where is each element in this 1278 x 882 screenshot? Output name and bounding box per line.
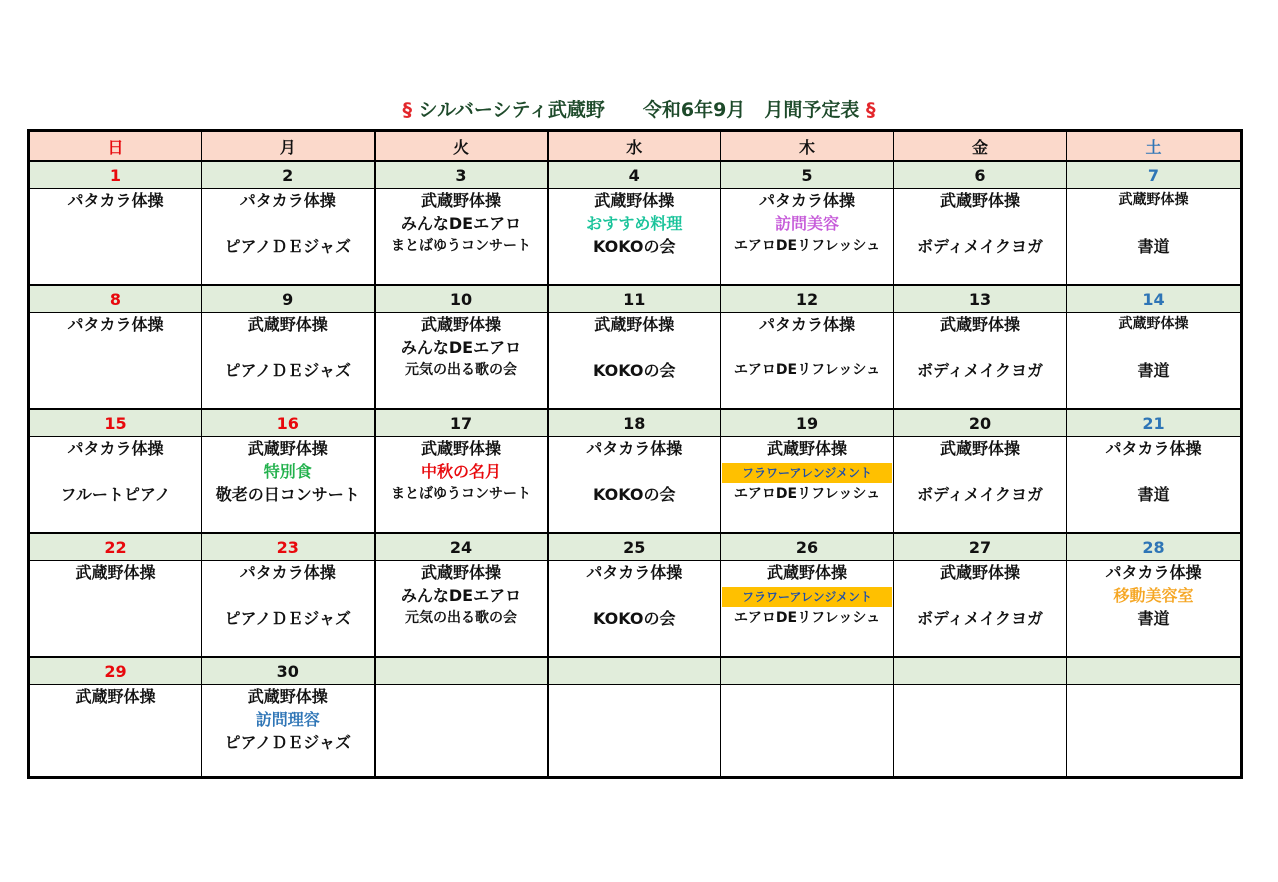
event-line bbox=[376, 189, 547, 212]
date-number: 28 bbox=[1067, 533, 1242, 561]
event-line bbox=[549, 359, 721, 382]
event-line bbox=[1067, 483, 1240, 506]
event-text: 武蔵野体操 bbox=[939, 563, 1020, 582]
event-line bbox=[1067, 607, 1240, 630]
event-text: ピアノＤＥジャズ bbox=[224, 733, 351, 752]
date-number-row bbox=[29, 409, 1242, 437]
date-number: 25 bbox=[548, 533, 721, 561]
event-line bbox=[1067, 561, 1240, 584]
event-text: KOKOの会 bbox=[592, 361, 676, 380]
date-number: 1 bbox=[29, 161, 202, 189]
event-line bbox=[721, 483, 893, 506]
event-line bbox=[1067, 359, 1240, 382]
date-number-row bbox=[29, 657, 1242, 685]
event-text: 書道 bbox=[1137, 361, 1170, 380]
day-cell bbox=[721, 189, 894, 286]
event-line bbox=[30, 731, 201, 754]
event-text: みんなDEエアロ bbox=[400, 214, 522, 233]
day-cell bbox=[202, 561, 375, 658]
event-text: 武蔵野体操 bbox=[766, 439, 847, 458]
event-line bbox=[894, 561, 1066, 584]
day-cell bbox=[1067, 313, 1242, 410]
day-cell bbox=[202, 313, 375, 410]
page-title bbox=[0, 95, 1278, 125]
date-number: 2 bbox=[202, 161, 375, 189]
event-text: パタカラ体操 bbox=[239, 191, 336, 210]
event-text: 武蔵野体操 bbox=[420, 191, 501, 210]
event-text: パタカラ体操 bbox=[586, 563, 683, 582]
event-line bbox=[549, 561, 721, 584]
event-line bbox=[202, 189, 374, 212]
day-cell bbox=[1067, 685, 1242, 778]
event-line bbox=[549, 313, 721, 336]
event-line bbox=[549, 584, 721, 607]
event-text: 元気の出る歌の会 bbox=[405, 362, 517, 378]
date-number: 10 bbox=[375, 285, 548, 313]
event-line bbox=[376, 561, 547, 584]
event-line bbox=[549, 607, 721, 630]
day-cell bbox=[894, 313, 1067, 410]
event-line bbox=[30, 584, 201, 607]
event-line bbox=[202, 708, 374, 731]
event-line bbox=[202, 336, 374, 359]
date-number: 18 bbox=[548, 409, 721, 437]
event-line bbox=[1067, 336, 1240, 359]
day-cell bbox=[894, 189, 1067, 286]
event-line bbox=[30, 460, 201, 483]
day-cell bbox=[548, 685, 721, 778]
event-line bbox=[30, 189, 201, 212]
event-text: 書道 bbox=[1137, 237, 1170, 256]
event-line bbox=[376, 359, 547, 382]
event-text: 書道 bbox=[1137, 609, 1170, 628]
day-cell bbox=[29, 437, 202, 534]
date-number: 7 bbox=[1067, 161, 1242, 189]
date-number bbox=[721, 657, 894, 685]
date-number-row bbox=[29, 285, 1242, 313]
event-line bbox=[202, 685, 374, 708]
event-text: パタカラ体操 bbox=[239, 563, 336, 582]
event-line bbox=[549, 460, 721, 483]
event-line bbox=[721, 359, 893, 382]
weekday-header: 水 bbox=[548, 131, 721, 162]
date-number: 27 bbox=[894, 533, 1067, 561]
event-text: 武蔵野体操 bbox=[766, 563, 847, 582]
event-text: ボディメイクヨガ bbox=[916, 237, 1044, 256]
event-line bbox=[202, 437, 374, 460]
event-line bbox=[721, 313, 893, 336]
event-line bbox=[30, 313, 201, 336]
event-line bbox=[894, 189, 1066, 212]
event-text: 武蔵野体操 bbox=[594, 191, 675, 210]
date-number: 13 bbox=[894, 285, 1067, 313]
event-line bbox=[549, 336, 721, 359]
event-line bbox=[30, 685, 201, 708]
event-line bbox=[30, 483, 201, 506]
event-line bbox=[202, 731, 374, 754]
date-number: 4 bbox=[548, 161, 721, 189]
monthly-calendar bbox=[27, 129, 1243, 779]
event-line bbox=[30, 359, 201, 382]
event-line bbox=[1067, 189, 1240, 212]
event-line bbox=[30, 336, 201, 359]
event-line bbox=[721, 561, 893, 584]
event-text: パタカラ体操 bbox=[67, 191, 164, 210]
event-text: パタカラ体操 bbox=[67, 439, 164, 458]
event-line bbox=[376, 235, 547, 258]
event-line bbox=[376, 584, 547, 607]
event-line bbox=[894, 584, 1066, 607]
event-line bbox=[30, 235, 201, 258]
event-line bbox=[202, 313, 374, 336]
event-text: 武蔵野体操 bbox=[75, 563, 156, 582]
date-number: 21 bbox=[1067, 409, 1242, 437]
event-row bbox=[29, 561, 1242, 658]
day-cell bbox=[1067, 189, 1242, 286]
section-mark-right: § bbox=[865, 99, 876, 121]
event-text: ピアノＤＥジャズ bbox=[224, 237, 351, 256]
event-line bbox=[549, 437, 721, 460]
event-line bbox=[721, 607, 893, 630]
event-text: おすすめ料理 bbox=[586, 214, 683, 233]
event-row bbox=[29, 437, 1242, 534]
date-number: 30 bbox=[202, 657, 375, 685]
date-number bbox=[1067, 657, 1242, 685]
event-line bbox=[894, 336, 1066, 359]
day-cell bbox=[375, 685, 548, 778]
date-number: 23 bbox=[202, 533, 375, 561]
event-text: フルートピアノ bbox=[60, 485, 171, 504]
day-cell bbox=[202, 437, 375, 534]
weekday-header-row bbox=[29, 131, 1242, 162]
event-line bbox=[1067, 313, 1240, 336]
event-line bbox=[30, 437, 201, 460]
day-cell bbox=[29, 685, 202, 778]
event-line bbox=[549, 212, 721, 235]
date-number: 8 bbox=[29, 285, 202, 313]
date-number: 14 bbox=[1067, 285, 1242, 313]
event-line bbox=[30, 607, 201, 630]
day-cell bbox=[548, 313, 721, 410]
day-cell bbox=[548, 437, 721, 534]
event-text: 敬老の日コンサート bbox=[215, 485, 360, 504]
day-cell bbox=[894, 685, 1067, 778]
event-line bbox=[202, 483, 374, 506]
weekday-header: 木 bbox=[721, 131, 894, 162]
event-line bbox=[549, 189, 721, 212]
weekday-header: 土 bbox=[1067, 131, 1242, 162]
event-line bbox=[721, 584, 893, 607]
day-cell bbox=[1067, 437, 1242, 534]
event-text: みんなDEエアロ bbox=[400, 586, 522, 605]
event-line bbox=[376, 336, 547, 359]
date-number-row bbox=[29, 161, 1242, 189]
event-line bbox=[376, 212, 547, 235]
event-line bbox=[30, 708, 201, 731]
event-line bbox=[202, 607, 374, 630]
event-row bbox=[29, 189, 1242, 286]
event-line bbox=[376, 483, 547, 506]
event-text: 武蔵野体操 bbox=[939, 439, 1020, 458]
event-text: パタカラ体操 bbox=[1105, 439, 1202, 458]
event-text: パタカラ体操 bbox=[1105, 563, 1202, 582]
date-number: 26 bbox=[721, 533, 894, 561]
event-line bbox=[721, 437, 893, 460]
event-text: 武蔵野体操 bbox=[939, 315, 1020, 334]
day-cell bbox=[548, 189, 721, 286]
event-text: ボディメイクヨガ bbox=[916, 485, 1044, 504]
event-line bbox=[202, 460, 374, 483]
event-line bbox=[721, 235, 893, 258]
event-row bbox=[29, 685, 1242, 778]
day-cell bbox=[721, 561, 894, 658]
event-line bbox=[376, 460, 547, 483]
event-badge: フラワーアレンジメント bbox=[722, 463, 892, 483]
day-cell bbox=[375, 561, 548, 658]
event-line bbox=[721, 336, 893, 359]
event-line bbox=[894, 483, 1066, 506]
event-text: まとばゆうコンサート bbox=[391, 238, 531, 254]
event-text: 特別食 bbox=[263, 462, 312, 481]
event-line bbox=[202, 561, 374, 584]
event-text: 訪問美容 bbox=[774, 214, 839, 233]
event-text: 中秋の名月 bbox=[420, 462, 501, 481]
weekday-header: 月 bbox=[202, 131, 375, 162]
event-text: ボディメイクヨガ bbox=[916, 361, 1044, 380]
event-text: 武蔵野体操 bbox=[594, 315, 675, 334]
event-line bbox=[1067, 584, 1240, 607]
day-cell bbox=[29, 313, 202, 410]
day-cell bbox=[721, 685, 894, 778]
event-text: エアロDEリフレッシュ bbox=[733, 238, 881, 254]
date-number: 3 bbox=[375, 161, 548, 189]
event-line bbox=[721, 189, 893, 212]
date-number: 19 bbox=[721, 409, 894, 437]
event-line bbox=[1067, 235, 1240, 258]
event-line bbox=[30, 212, 201, 235]
day-cell bbox=[375, 189, 548, 286]
event-line bbox=[202, 212, 374, 235]
event-row bbox=[29, 313, 1242, 410]
event-line bbox=[376, 313, 547, 336]
date-number: 12 bbox=[721, 285, 894, 313]
date-number: 22 bbox=[29, 533, 202, 561]
event-line bbox=[894, 437, 1066, 460]
event-line bbox=[894, 313, 1066, 336]
weekday-header: 火 bbox=[375, 131, 548, 162]
date-number bbox=[894, 657, 1067, 685]
event-text: 武蔵野体操 bbox=[420, 563, 501, 582]
date-number: 11 bbox=[548, 285, 721, 313]
date-number: 5 bbox=[721, 161, 894, 189]
event-text: パタカラ体操 bbox=[758, 315, 855, 334]
event-badge: フラワーアレンジメント bbox=[722, 587, 892, 607]
day-cell bbox=[202, 685, 375, 778]
date-number: 16 bbox=[202, 409, 375, 437]
event-text: まとばゆうコンサート bbox=[391, 486, 531, 502]
date-number: 17 bbox=[375, 409, 548, 437]
day-cell bbox=[29, 189, 202, 286]
event-line bbox=[376, 607, 547, 630]
day-cell bbox=[375, 313, 548, 410]
date-number-row bbox=[29, 533, 1242, 561]
event-text: 武蔵野体操 bbox=[939, 191, 1020, 210]
event-text: 武蔵野体操 bbox=[1118, 192, 1189, 208]
weekday-header: 金 bbox=[894, 131, 1067, 162]
event-text: エアロDEリフレッシュ bbox=[733, 362, 881, 378]
event-text: パタカラ体操 bbox=[67, 315, 164, 334]
event-text: KOKOの会 bbox=[592, 485, 676, 504]
day-cell bbox=[721, 313, 894, 410]
event-line bbox=[202, 584, 374, 607]
date-number: 9 bbox=[202, 285, 375, 313]
event-text: ボディメイクヨガ bbox=[916, 609, 1044, 628]
event-text: エアロDEリフレッシュ bbox=[733, 610, 881, 626]
day-cell bbox=[894, 437, 1067, 534]
day-cell bbox=[375, 437, 548, 534]
day-cell bbox=[721, 437, 894, 534]
event-text: パタカラ体操 bbox=[586, 439, 683, 458]
event-text: ピアノＤＥジャズ bbox=[224, 609, 351, 628]
day-cell bbox=[1067, 561, 1242, 658]
event-text: 武蔵野体操 bbox=[247, 315, 328, 334]
event-text: エアロDEリフレッシュ bbox=[733, 486, 881, 502]
title-text: シルバーシティ武蔵野 令和6年9月 月間予定表 bbox=[412, 99, 866, 121]
event-text: 武蔵野体操 bbox=[75, 687, 156, 706]
event-line bbox=[1067, 212, 1240, 235]
event-text: KOKOの会 bbox=[592, 237, 676, 256]
event-text: ピアノＤＥジャズ bbox=[224, 361, 351, 380]
event-text: 訪問理容 bbox=[255, 710, 320, 729]
event-text: 元気の出る歌の会 bbox=[405, 610, 517, 626]
event-text: みんなDEエアロ bbox=[400, 338, 522, 357]
day-cell bbox=[202, 189, 375, 286]
event-line bbox=[549, 483, 721, 506]
event-text: 書道 bbox=[1137, 485, 1170, 504]
event-text: KOKOの会 bbox=[592, 609, 676, 628]
event-line bbox=[376, 437, 547, 460]
date-number: 20 bbox=[894, 409, 1067, 437]
date-number bbox=[375, 657, 548, 685]
date-number bbox=[548, 657, 721, 685]
event-line bbox=[894, 212, 1066, 235]
event-text: 移動美容室 bbox=[1113, 586, 1194, 605]
event-line bbox=[721, 460, 893, 483]
event-text: 武蔵野体操 bbox=[247, 687, 328, 706]
event-line bbox=[549, 235, 721, 258]
event-line bbox=[202, 235, 374, 258]
event-line bbox=[721, 212, 893, 235]
event-line bbox=[894, 460, 1066, 483]
event-text: 武蔵野体操 bbox=[1118, 316, 1189, 332]
event-line bbox=[894, 359, 1066, 382]
date-number: 15 bbox=[29, 409, 202, 437]
date-number: 6 bbox=[894, 161, 1067, 189]
day-cell bbox=[29, 561, 202, 658]
event-text: 武蔵野体操 bbox=[420, 315, 501, 334]
day-cell bbox=[548, 561, 721, 658]
day-cell bbox=[894, 561, 1067, 658]
event-line bbox=[1067, 437, 1240, 460]
event-line bbox=[202, 359, 374, 382]
event-line bbox=[894, 235, 1066, 258]
weekday-header: 日 bbox=[29, 131, 202, 162]
date-number: 29 bbox=[29, 657, 202, 685]
event-line bbox=[894, 607, 1066, 630]
date-number: 24 bbox=[375, 533, 548, 561]
event-line bbox=[30, 561, 201, 584]
event-line bbox=[1067, 460, 1240, 483]
section-mark-left: § bbox=[402, 99, 413, 121]
event-text: 武蔵野体操 bbox=[247, 439, 328, 458]
event-text: 武蔵野体操 bbox=[420, 439, 501, 458]
event-text: パタカラ体操 bbox=[758, 191, 855, 210]
